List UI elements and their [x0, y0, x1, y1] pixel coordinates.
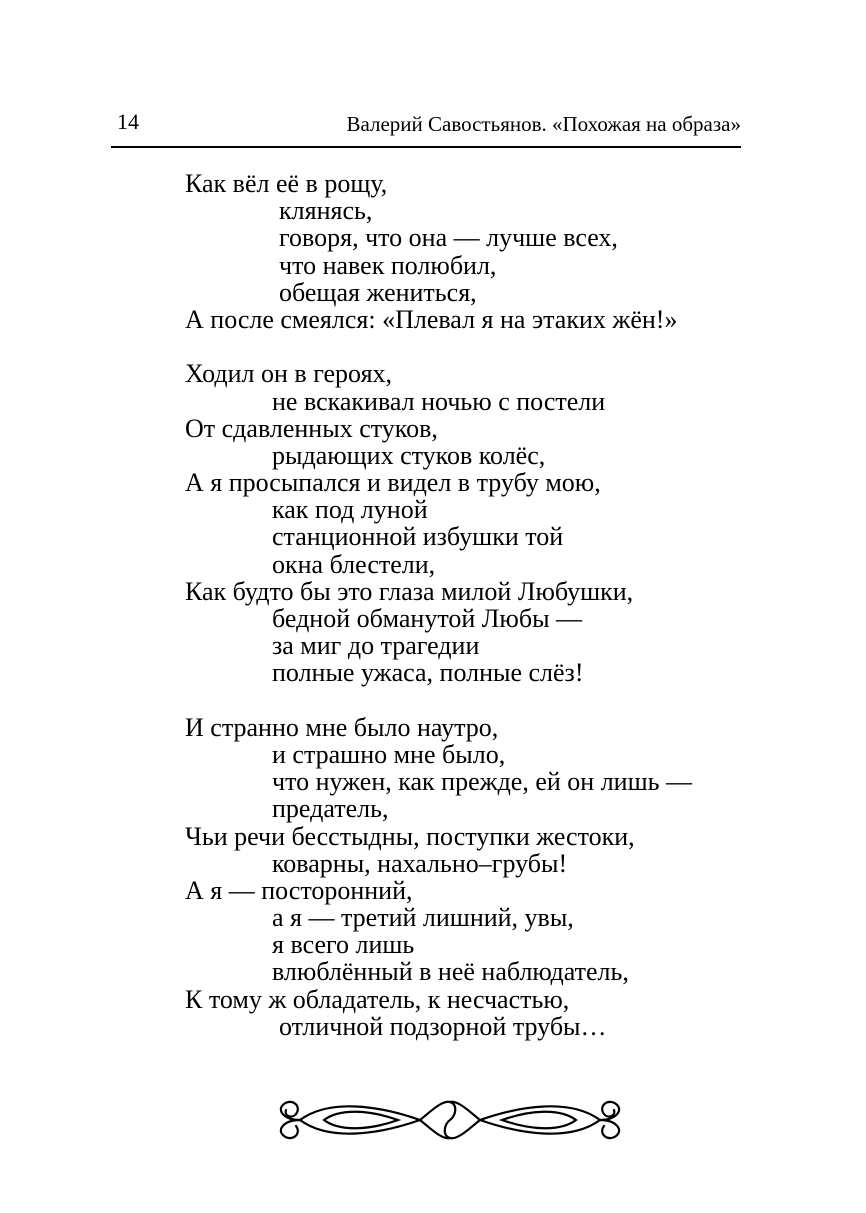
page-header	[111, 104, 741, 148]
poem-line: полные ужаса, полные слёз!	[272, 658, 584, 688]
poem-line: я всего лишь	[272, 930, 415, 960]
poem-line: что нужен, как прежде, ей он лишь —	[272, 767, 692, 797]
poem-line: Ходил он в героях,	[185, 359, 393, 389]
poem-line: говоря, что она — лучше всех,	[279, 223, 618, 253]
poem-line: Чьи речи бесстыдны, поступки жестоки,	[185, 821, 635, 851]
poem-line: и страшно мне было,	[272, 739, 506, 769]
poem-line: От сдавленных стуков,	[185, 413, 438, 443]
poem-line: Как вёл её в рощу,	[185, 169, 388, 198]
page-number: 14	[117, 109, 139, 134]
poem-line: предатель,	[272, 794, 389, 824]
poem-line: И странно мне было наутро,	[185, 712, 499, 742]
poem-line: а я — третий лишний, увы,	[272, 903, 574, 933]
poem-line: отличной подзорной трубы…	[279, 1011, 607, 1041]
poem-line: рыдающих стуков колёс,	[272, 440, 546, 470]
poem-line: К тому ж обладатель, к несчастью,	[185, 984, 570, 1014]
poem-line: А я — посторонний,	[185, 875, 413, 905]
poem-line: окна блестели,	[272, 549, 436, 579]
poem-line: клянясь,	[279, 196, 373, 226]
poem-line: бедной обманутой Любы —	[272, 604, 583, 633]
poem-line: не вскакивал ночью с постели	[272, 386, 606, 416]
poem-line: что навек полюбил,	[279, 250, 497, 280]
stanza-gap	[185, 333, 785, 360]
poem-line: станционной избушки той	[272, 522, 564, 552]
poem-line: А после смеялся: «Плевал я на этаких жён!»	[185, 304, 678, 334]
poem-line: Как будто бы это глаза милой Любушки,	[185, 576, 634, 606]
poem-line: как под луной	[272, 495, 428, 525]
running-title: Валерий Савостьянов. «Похожая на образа»	[346, 112, 741, 136]
poem-line: влюблённый в неё наблюдатель,	[272, 957, 629, 987]
poem-line: А я просыпался и видел в трубу мою,	[185, 468, 601, 498]
poem-line: коварны, нахально–грубы!	[272, 848, 568, 878]
poem-line: за миг до трагедии	[272, 631, 480, 661]
flourish-divider-icon	[270, 1092, 630, 1148]
stanza-gap	[185, 687, 785, 714]
poem-line: обещая жениться,	[279, 277, 477, 307]
poem-body	[185, 170, 785, 1040]
